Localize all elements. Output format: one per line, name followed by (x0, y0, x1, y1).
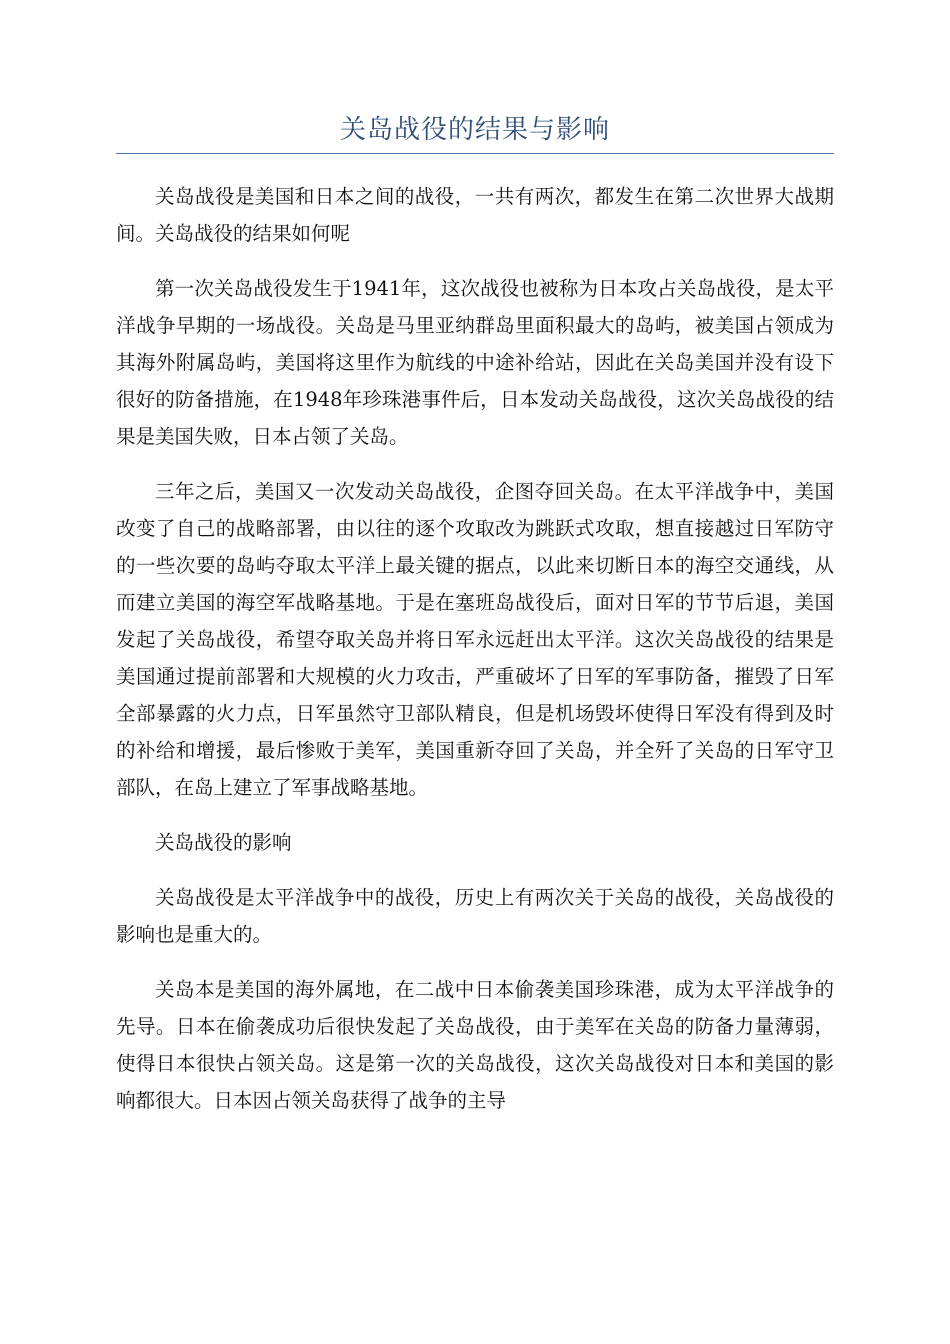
document-page (116, 0, 834, 1137)
paragraph-first-battle: 第一次关岛战役发生于1941年，这次战役也被称为日本攻占关岛战役，是太平洋战争早期的一场战役。关岛是马里亚纳群岛里面积最大的岛屿，被美国占领成为其海外附属岛屿，美国将这里作为航线的中途补给站，因此在关岛美国并没有设下很好的防备措施，在1948年珍珠港事件后，日本发动关岛战役，这次关岛战役的结果是美国失败，日本占领了关岛。 (116, 277, 834, 448)
document-body (116, 178, 834, 1119)
paragraph-impact-intro: 关岛战役是太平洋战争中的战役，历史上有两次关于关岛的战役，关岛战役的影响也是重大的。 (116, 886, 834, 946)
document-title: 关岛战役的结果与影响 (339, 115, 610, 145)
paragraph-second-battle: 三年之后，美国又一次发动关岛战役，企图夺回关岛。在太平洋战争中，美国改变了自己的战略部署，由以往的逐个攻取改为跳跃式攻取，想直接越过日军防守的一些次要的岛屿夺取太平洋上最关键的据点，以此来切断日本的海空交通线，从而建立美国的海空军战略基地。于是在塞班岛战役后，面对日军的节节后退，美国发起了关岛战役，希望夺取关岛并将日军永远赶出太平洋。这次关岛战役的结果是美国通过提前部署和大规模的火力攻击，严重破坏了日军的军事防备，摧毁了日军全部暴露的火力点，日军虽然守卫部队精良，但是机场毁坏使得日军没有得到及时的补给和增援，最后惨败于美军，美国重新夺回了关岛，并全歼了关岛的日军守卫部队，在岛上建立了军事战略基地。 (116, 480, 834, 799)
section-heading-impact: 关岛战役的影响 (155, 831, 292, 854)
title-underline (116, 153, 834, 154)
paragraph-impact-detail: 关岛本是美国的海外属地，在二战中日本偷袭美国珍珠港，成为太平洋战争的先导。日本在偷袭成功后很快发起了关岛战役，由于美军在关岛的防备力量薄弱，使得日本很快占领关岛。这是第一次的关岛战役，这次关岛战役对日本和美国的影响都很大。日本因占领关岛获得了战争的主导 (116, 978, 834, 1112)
paragraph-intro: 关岛战役是美国和日本之间的战役，一共有两次，都发生在第二次世界大战期间。关岛战役的结果如何呢 (116, 185, 834, 245)
